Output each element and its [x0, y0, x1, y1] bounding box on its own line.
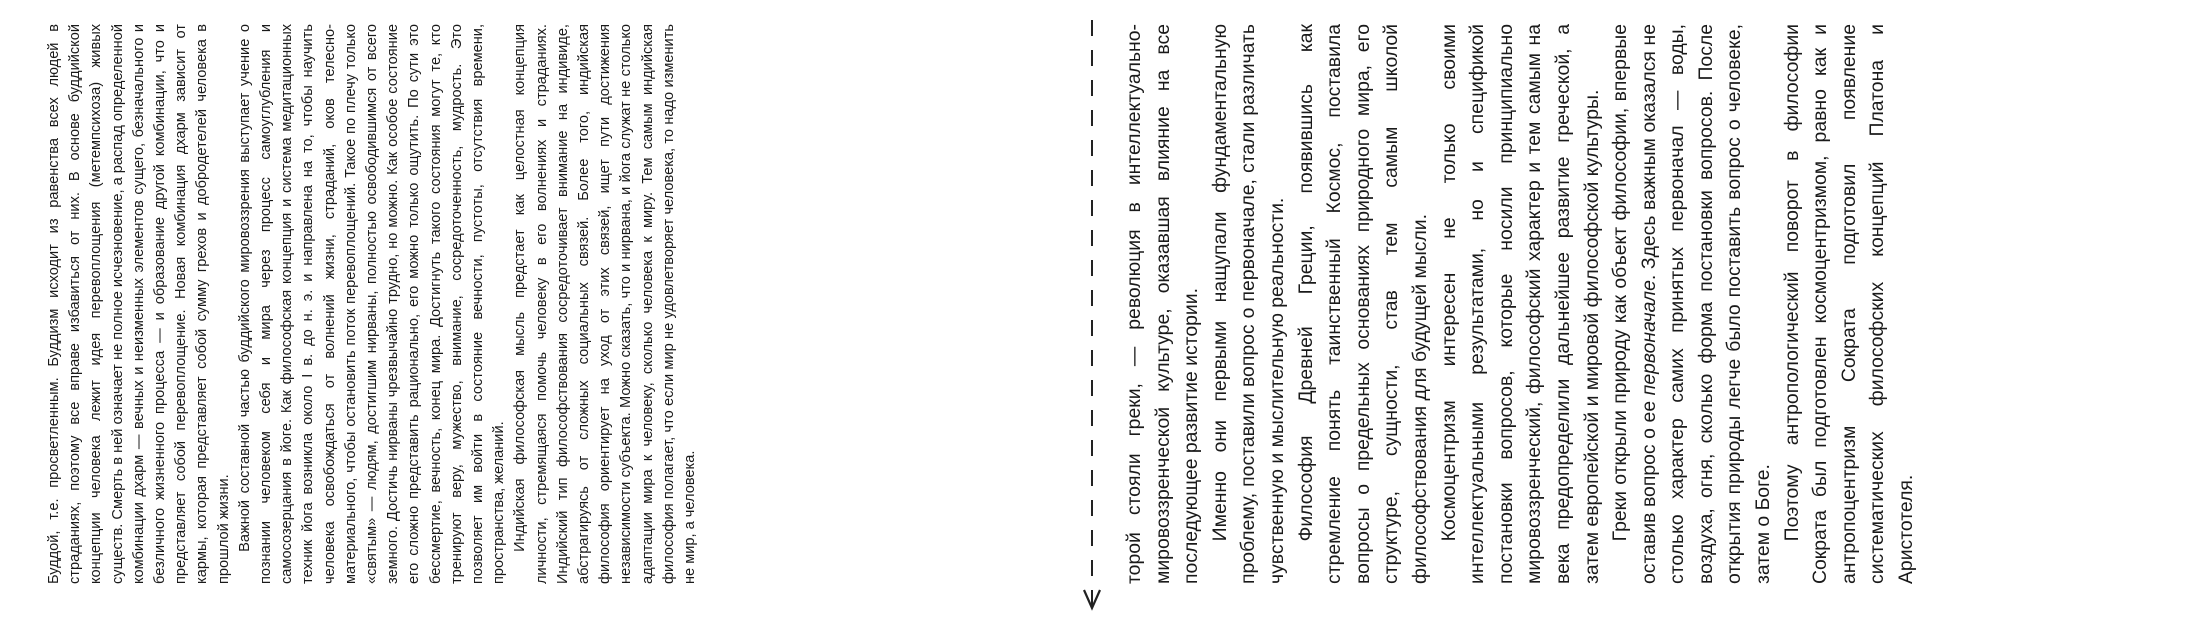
upper-text-block [44, 24, 701, 584]
text-run: . Здесь важным оказался не столько характер самих принятых первоначал — воды, воздуха, огня, сколько форма постановки вопросов. После открытия природы легче было поставить вопрос о человеке, затем о Боге. [1637, 24, 1775, 584]
paragraph: Важной составной частью буддийского мировоззрения выступает учение о познании человеком себя и мира через процесс самоуглубления и самосозерцания в йоге. Как философская концепция и система медитационных техник йога возникла около I в. до н. э. и направлена на то, чтобы научить человека освобождаться от волнений жизни, страданий, оков телесно-материального, чтобы остановить поток перевоплощений. Такое по плечу только «святым» — людям, достигшим нирваны, полностью освободившимся от всего земного. Достичь нирваны чрезвычайно трудно, но можно. Как особое состояние его сложно представить рационально, его можно только ощутить. По сути это бессмертие, вечность, конец мира. Достигнуть такого состояния могут те, кто тренируют веру, мужество, внимание, сосредоточенность, мудрость. Это позволяет им войти в состояние вечности, пустоты, отсутствия времени, пространства, желаний. [236, 24, 508, 584]
text-run: Греки открыли природу как объект философии, впервые оставив вопрос о ее [1609, 24, 1660, 584]
emphasis-text: первоначале [1637, 280, 1660, 396]
paragraph: Космоцентризм интересен не только своими интеллектуальными результатами, но и спецификой постановки вопросов, которые носили принципиально мировоззренческий, философский характер и тем самым на века предопределили дальнейшее развитие греческой, а затем европейской и мировой философской культуры. [1437, 24, 1603, 584]
scissors-cut-line [1080, 12, 1104, 612]
paragraph: Индийская философская мысль предстает как целостная концепция личности, стремящаяся помочь человеку в его волнениях и страданиях. Индийский тип философствования сосредоточивает внимание на индивиде, абстрагируясь от сложных социальных связей. Более того, индийская философия ориентирует на уход от этих связей, ищет пути достижения независимости субъекта. Можно сказать, что и нирвана, и йога служат не столько адаптации мира к человеку, сколько человека к миру. Тем самым индийская философия полагает, что если мир не удовлетворяет человека, то надо изменить не мир, а человека. [512, 24, 699, 584]
paragraph: Философия Древней Греции, появившись как стремление понять таинственный Космос, поставила вопросы о предельных основаниях природного мира, его структуре, сущности, став тем самым школой философствования для будущей мысли. [1294, 24, 1431, 584]
paragraph: Поэтому антропологический поворот в философии Сократа был подготовлен космоцентризмом, равно как и антропоцентризм Сократа подготовил появление систематических философских концепций Платона и Аристотеля. [1780, 24, 1918, 584]
lower-text-block [1120, 24, 1921, 584]
paragraph: Буддой, т.е. просветленным. Буддизм исходит из равенства всех людей в страданиях, поэтому все вправе избавиться от них. В основе буддийской концепции человека лежит идея перевоплощения (метемпсихоза) живых существ. Смерть в ней означает не полное исчезновение, а распад определенной комбинации дхарм — вечных и неизменных элементов сущего, безначального и безличного жизненного процесса — и образование другой комбинации, что и представляет собой перевоплощение. Новая комбинация дхарм зависит от кармы, которая представляет собой сумму грехов и добродетелей человека в прошлой жизни. [46, 24, 232, 584]
paragraph [1606, 24, 1778, 584]
paragraph: Именно они первыми нащупали фундаментальную проблему, поставили вопрос о первоначале, стали различать чувственную и мыслительную реальности. [1208, 24, 1288, 584]
paragraph: торой стояли греки, — революция в интеллектуально-мировоззренческой культуре, оказавшая влияние на все последующее развитие истории. [1123, 24, 1203, 584]
